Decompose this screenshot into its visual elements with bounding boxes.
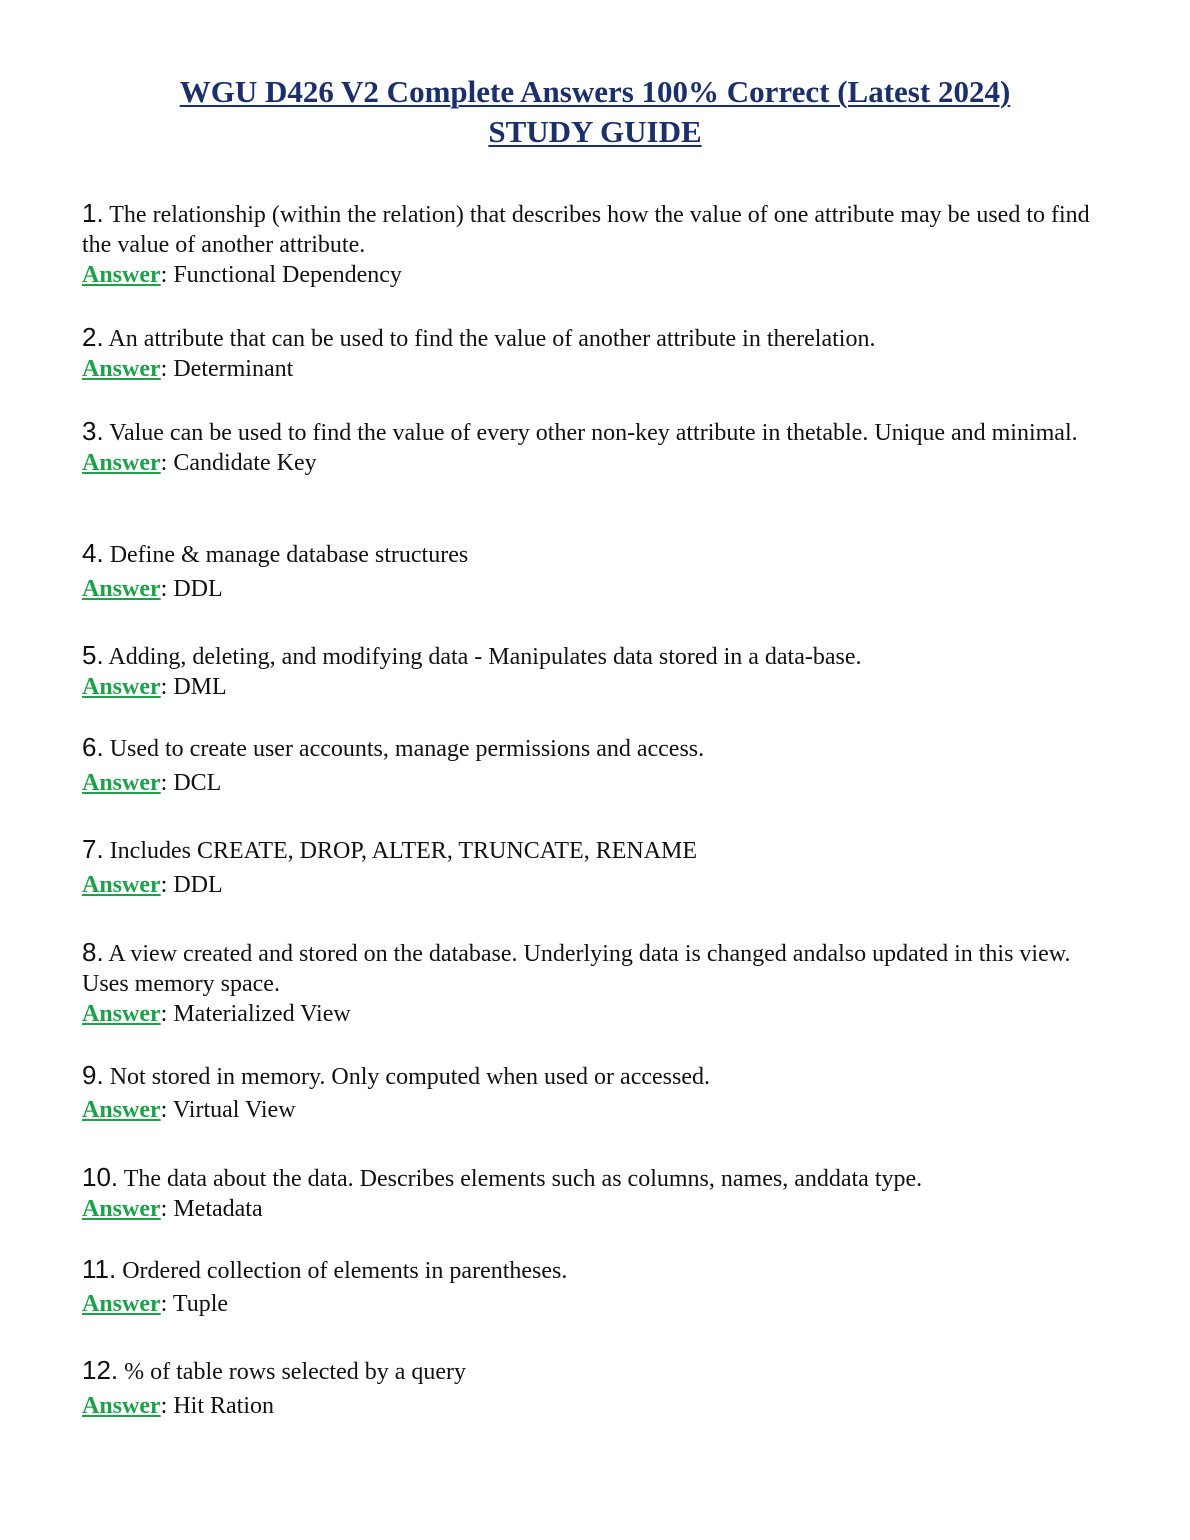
- qa-item-8: [82, 937, 1112, 1029]
- answer-label: Answer: [82, 1291, 161, 1317]
- question-text: Define & manage database structures: [109, 542, 469, 568]
- qa-item-12: [82, 1355, 1112, 1421]
- answer-text: Candidate Key: [173, 450, 317, 476]
- answer-label: Answer: [82, 770, 161, 796]
- question: [82, 937, 1112, 999]
- question-number: 2.: [82, 322, 104, 352]
- answer-text: Functional Dependency: [173, 262, 402, 288]
- question-text: The data about the data. Describes elements such as columns, names, anddata type.: [123, 1166, 923, 1192]
- answer: Answer: Candidate Key: [82, 450, 317, 476]
- qa-item-6: [82, 732, 1112, 798]
- answer-label: Answer: [82, 1097, 161, 1123]
- answer-text: Metadata: [173, 1196, 263, 1222]
- question: [82, 1162, 1112, 1194]
- answer-text: DCL: [173, 770, 222, 796]
- qa-item-9: [82, 1060, 1112, 1125]
- answer-label: Answer: [82, 674, 161, 700]
- question-text: The relationship (within the relation) that describes how the value of one attribute may be used to find the value of another attribute.: [82, 202, 1090, 258]
- answer-text: Tuple: [172, 1291, 229, 1317]
- question-number: 8.: [82, 937, 104, 967]
- answer-text: DML: [173, 674, 227, 700]
- answer: Answer: DML: [82, 674, 227, 700]
- question: [82, 1060, 1112, 1092]
- answer-text: Hit Ration: [173, 1393, 274, 1419]
- answer-text: Determinant: [173, 356, 294, 382]
- question: [82, 732, 1112, 764]
- answer-text: DDL: [173, 872, 223, 898]
- answer-text: Materialized View: [173, 1001, 351, 1027]
- question-text: A view created and stored on the database. Underlying data is changed andalso updated in this view. Uses memory space.: [82, 941, 1071, 997]
- question-text: Includes CREATE, DROP, ALTER, TRUNCATE, RENAME: [109, 838, 698, 864]
- answer-label: Answer: [82, 1196, 161, 1222]
- question-number: 4.: [82, 538, 104, 568]
- answer-text: Virtual View: [172, 1097, 296, 1123]
- answer: Answer: Virtual View: [82, 1097, 296, 1123]
- qa-item-4: [82, 538, 1112, 604]
- question-number: 12.: [82, 1355, 119, 1385]
- question: [82, 640, 1112, 672]
- question-text: Used to create user accounts, manage permissions and access.: [109, 736, 705, 762]
- question-text: Not stored in memory. Only computed when used or accessed.: [109, 1064, 710, 1090]
- qa-item-3: [82, 416, 1112, 478]
- answer-text: DDL: [173, 576, 223, 602]
- question: [82, 322, 1112, 354]
- answer-label: Answer: [82, 356, 161, 382]
- question-text: Value can be used to find the value of every other non-key attribute in thetable. Unique and minimal.: [109, 420, 1078, 446]
- answer-label: Answer: [82, 872, 161, 898]
- question: [82, 198, 1112, 260]
- answer: Answer: DCL: [82, 770, 222, 796]
- answer-label: Answer: [82, 450, 161, 476]
- question-text: % of table rows selected by a query: [124, 1359, 467, 1385]
- question-number: 5.: [82, 640, 104, 670]
- qa-item-5: [82, 640, 1112, 702]
- question-number: 11.: [82, 1254, 117, 1284]
- question: [82, 538, 1112, 570]
- question-text: An attribute that can be used to find the value of another attribute in therelation.: [108, 326, 876, 352]
- question: [82, 834, 1112, 866]
- qa-item-11: [82, 1254, 1112, 1319]
- answer: Answer: DDL: [82, 576, 223, 602]
- answer-label: Answer: [82, 576, 161, 602]
- question: [82, 1254, 1112, 1286]
- answer: Answer: Tuple: [82, 1291, 229, 1317]
- answer: Answer: Determinant: [82, 356, 294, 382]
- question-number: 1.: [82, 198, 104, 228]
- answer: Answer: Functional Dependency: [82, 262, 402, 288]
- answer: Answer: Hit Ration: [82, 1393, 274, 1419]
- question-number: 6.: [82, 732, 104, 762]
- answer-label: Answer: [82, 1393, 161, 1419]
- question-number: 9.: [82, 1060, 104, 1090]
- answer: Answer: Materialized View: [82, 1001, 351, 1027]
- document-title: WGU D426 V2 Complete Answers 100% Correct (Latest 2024): [179, 74, 1011, 109]
- question-number: 3.: [82, 416, 104, 446]
- qa-item-2: [82, 322, 1112, 384]
- answer-label: Answer: [82, 262, 161, 288]
- question: [82, 1355, 1112, 1387]
- document-subtitle: STUDY GUIDE: [488, 114, 702, 149]
- question-number: 7.: [82, 834, 104, 864]
- qa-item-7: [82, 834, 1112, 900]
- answer-label: Answer: [82, 1001, 161, 1027]
- qa-item-1: [82, 198, 1112, 290]
- question-number: 10.: [82, 1162, 119, 1192]
- qa-item-10: [82, 1162, 1112, 1224]
- answer: Answer: DDL: [82, 872, 223, 898]
- question: [82, 416, 1112, 448]
- question-text: Adding, deleting, and modifying data - Manipulates data stored in a data-base.: [108, 644, 862, 670]
- answer: Answer: Metadata: [82, 1196, 263, 1222]
- question-text: Ordered collection of elements in parentheses.: [122, 1258, 568, 1284]
